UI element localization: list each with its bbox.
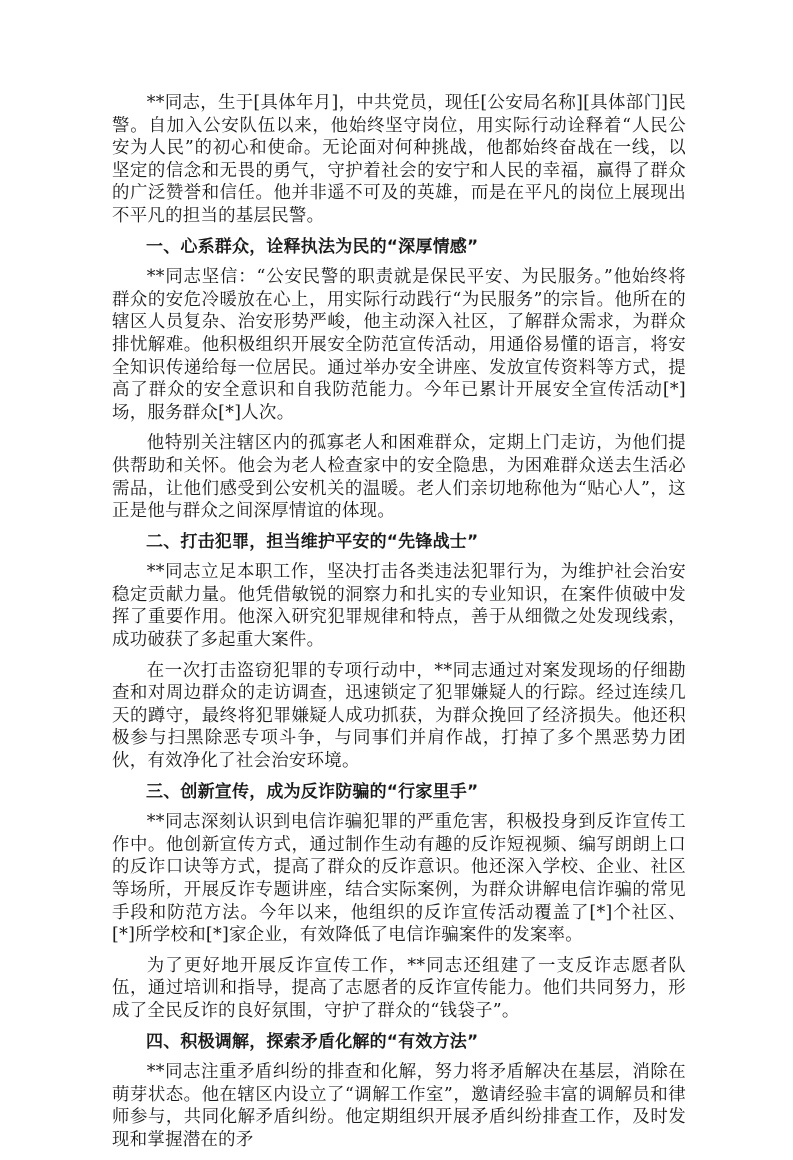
- section-1-paragraph-2: 他特别关注辖区内的孤寡老人和困难群众，定期上门走访，为他们提供帮助和关怀。他会为老人检查家中的安全隐患，为困难群众送去生活必需品，让他们感受到公安机关的温暖。老人们亲切地称他为“贴心人”，这正是他与群众之间深厚情谊的体现。: [112, 433, 686, 522]
- section-3-heading: 三、创新宣传，成为反诈防骗的“行家里手”: [146, 781, 479, 802]
- section-2-paragraph-2: 在一次打击盗窃犯罪的专项行动中，**同志通过对案发现场的仔细勘查和对周边群众的走访调查，迅速锁定了犯罪嫌疑人的行踪。经过连续几天的蹲守，最终将犯罪嫌疑人成功抓获，为群众挽回了经济损失。他还积极参与扫黑除恶专项斗争，与同事们并肩作战，打掉了多个黑恶势力团伙，有效净化了社会治安环境。: [112, 660, 686, 772]
- section-4-heading: 四、积极调解，探索矛盾化解的“有效方法”: [146, 1031, 479, 1052]
- document-page: [112, 92, 686, 1160]
- section-2-heading: 二、打击犯罪，担当维护平安的“先锋战士”: [146, 531, 479, 552]
- intro-paragraph: **同志，生于[具体年月]，中共党员，现任[公安局名称][具体部门]民警。自加入公安队伍以来，他始终坚守岗位，用实际行动诠释着“人民公安为人民”的初心和使命。无论面对何种挑战，他都始终奋战在一线，以坚定的信念和无畏的勇气，守护着社会的安宁和人民的幸福，赢得了群众的广泛赞誉和信任。他并非遥不可及的英雄，而是在平凡的岗位上展现出不平凡的担当的基层民警。: [112, 93, 686, 226]
- section-3-paragraph-2: 为了更好地开展反诈宣传工作，**同志还组建了一支反诈志愿者队伍，通过培训和指导，提高了志愿者的反诈宣传能力。他们共同努力，形成了全民反诈的良好氛围，守护了群众的“钱袋子”。: [112, 955, 686, 1021]
- section-2-paragraph-1: **同志立足本职工作，坚决打击各类违法犯罪行为，为维护社会治安稳定贡献力量。他凭借敏锐的洞察力和扎实的专业知识，在案件侦破中发挥了重要作用。他深入研究犯罪规律和特点，善于从细微之处发现线索，成功破获了多起重大案件。: [112, 562, 686, 651]
- section-4-paragraph-1: **同志注重矛盾纠纷的排查和化解，努力将矛盾解决在基层，消除在萌芽状态。他在辖区内设立了“调解工作室”，邀请经验丰富的调解员和律师参与，共同化解矛盾纠纷。他定期组织开展矛盾纠纷排查工作，及时发现和掌握潜在的矛: [112, 1062, 686, 1150]
- section-3-paragraph-1: **同志深刻认识到电信诈骗犯罪的严重危害，积极投身到反诈宣传工作中。他创新宣传方式，通过制作生动有趣的反诈短视频、编写朗朗上口的反诈口诀等方式，提高了群众的反诈意识。他还深入学校、企业、社区等场所，开展反诈专题讲座，结合实际案例，为群众讲解电信诈骗的常见手段和防范方法。今年以来，他组织的反诈宣传活动覆盖了[*]个社区、[*]所学校和[*]家企业，有效降低了电信诈骗案件的发案率。: [112, 812, 686, 946]
- section-1-heading: 一、心系群众，诠释执法为民的“深厚情感”: [146, 236, 479, 257]
- section-1-paragraph-1: **同志坚信：“公安民警的职责就是保民平安、为民服务。”他始终将群众的安危冷暖放在心上，用实际行动践行“为民服务”的宗旨。他所在的辖区人员复杂、治安形势严峻，他主动深入社区，了解群众需求，为群众排忧解难。他积极组织开展安全防范宣传活动，用通俗易懂的语言，将安全知识传递给每一位居民。通过举办安全讲座、发放宣传资料等方式，提高了群众的安全意识和自我防范能力。今年已累计开展安全宣传活动[*]场，服务群众[*]人次。: [112, 267, 686, 423]
